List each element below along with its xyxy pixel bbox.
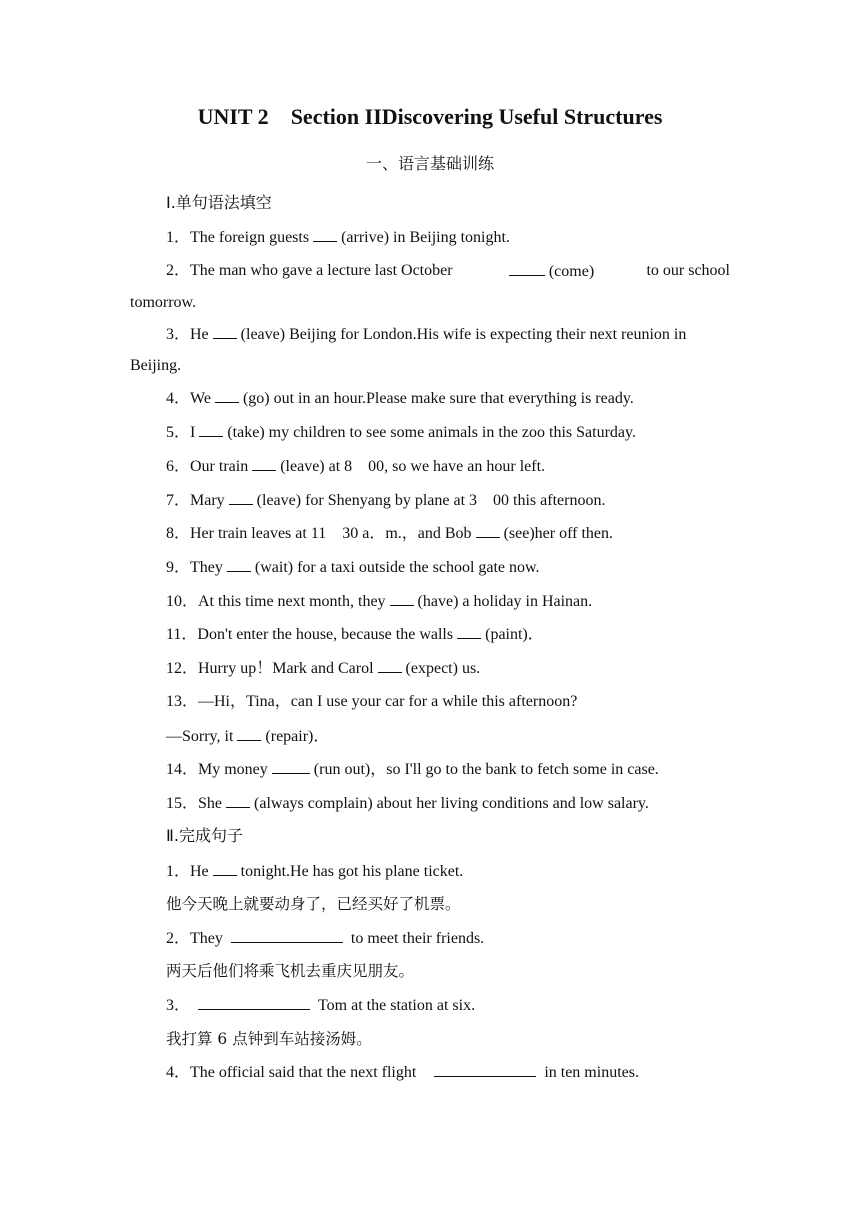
- list-item: 3．He (leave) Beijing for London.His wife is expecting their next reunion in: [166, 326, 687, 343]
- list-item: 5．I (take) my children to see some animals in the zoo this Saturday.: [166, 424, 636, 441]
- answer-blank[interactable]: [252, 456, 276, 471]
- list-item-continuation: tomorrow.: [130, 294, 197, 311]
- chinese-prompt: 两天后他们将乘飞机去重庆见朋友。: [166, 962, 415, 980]
- list-item: 2．The man who gave a lecture last October (come) to our school: [166, 262, 730, 280]
- list-item: 12．Hurry up！Mark and Carol (expect) us.: [166, 660, 481, 677]
- section-subtitle: 一、语言基础训练: [365, 154, 494, 173]
- answer-blank[interactable]: [227, 557, 251, 572]
- answer-blank[interactable]: [213, 861, 237, 876]
- page-title: [0, 104, 860, 130]
- answer-blank[interactable]: [198, 995, 310, 1010]
- answer-blank[interactable]: [476, 523, 500, 538]
- answer-blank[interactable]: [229, 490, 253, 505]
- list-item: —Sorry, it (repair)．: [166, 728, 330, 745]
- answer-blank[interactable]: [509, 261, 545, 276]
- answer-blank[interactable]: [272, 759, 310, 774]
- answer-blank[interactable]: [231, 928, 343, 943]
- list-item: 6．Our train (leave) at 8 00, so we have an hour left.: [166, 458, 546, 475]
- unit-label: UNIT 2: [197, 104, 269, 129]
- list-item: 1．The foreign guests (arrive) in Beijing tonight.: [166, 229, 510, 246]
- list-item: 13．—Hi，Tina，can I use your car for a while this afternoon?: [166, 693, 578, 710]
- answer-blank[interactable]: [199, 422, 223, 437]
- list-item: 2．They to meet their friends.: [166, 930, 485, 947]
- list-item: 8．Her train leaves at 11 30 a．m.，and Bob (see)her off then.: [166, 525, 613, 542]
- list-item: 1．He tonight.He has got his plane ticket.: [166, 863, 464, 880]
- answer-blank[interactable]: [434, 1062, 536, 1077]
- list-item-continuation: Beijing.: [130, 357, 182, 374]
- list-item: 3． Tom at the station at six.: [166, 997, 476, 1014]
- list-item: 14．My money (run out)，so I'll go to the bank to fetch some in case.: [166, 761, 659, 778]
- part2-heading: Ⅱ.完成句子: [166, 826, 243, 845]
- list-item: 11．Don't enter the house, because the walls (paint)．: [166, 626, 544, 643]
- answer-blank[interactable]: [215, 388, 239, 403]
- answer-blank[interactable]: [378, 658, 402, 673]
- answer-blank[interactable]: [213, 324, 237, 339]
- chinese-prompt: 他今天晚上就要动身了，已经买好了机票。: [166, 895, 461, 913]
- list-item: 7．Mary (leave) for Shenyang by plane at 3 00 this afternoon.: [166, 492, 606, 509]
- list-item: 4．We (go) out in an hour.Please make sure that everything is ready.: [166, 390, 634, 407]
- answer-blank[interactable]: [313, 227, 337, 242]
- answer-blank[interactable]: [390, 591, 414, 606]
- chinese-prompt: 我打算 6 点钟到车站接汤姆。: [166, 1030, 372, 1048]
- list-item: 9．They (wait) for a taxi outside the school gate now.: [166, 559, 540, 576]
- answer-blank[interactable]: [457, 624, 481, 639]
- list-item: 10．At this time next month, they (have) a holiday in Hainan.: [166, 593, 593, 610]
- list-item: 4．The official said that the next flight in ten minutes.: [166, 1064, 639, 1081]
- section-label: Section IIDiscovering Useful Structures: [290, 104, 663, 129]
- answer-blank[interactable]: [226, 793, 250, 808]
- part1-heading: Ⅰ.单句语法填空: [166, 193, 272, 212]
- list-item: 15．She (always complain) about her living conditions and low salary.: [166, 795, 649, 812]
- answer-blank[interactable]: [237, 726, 261, 741]
